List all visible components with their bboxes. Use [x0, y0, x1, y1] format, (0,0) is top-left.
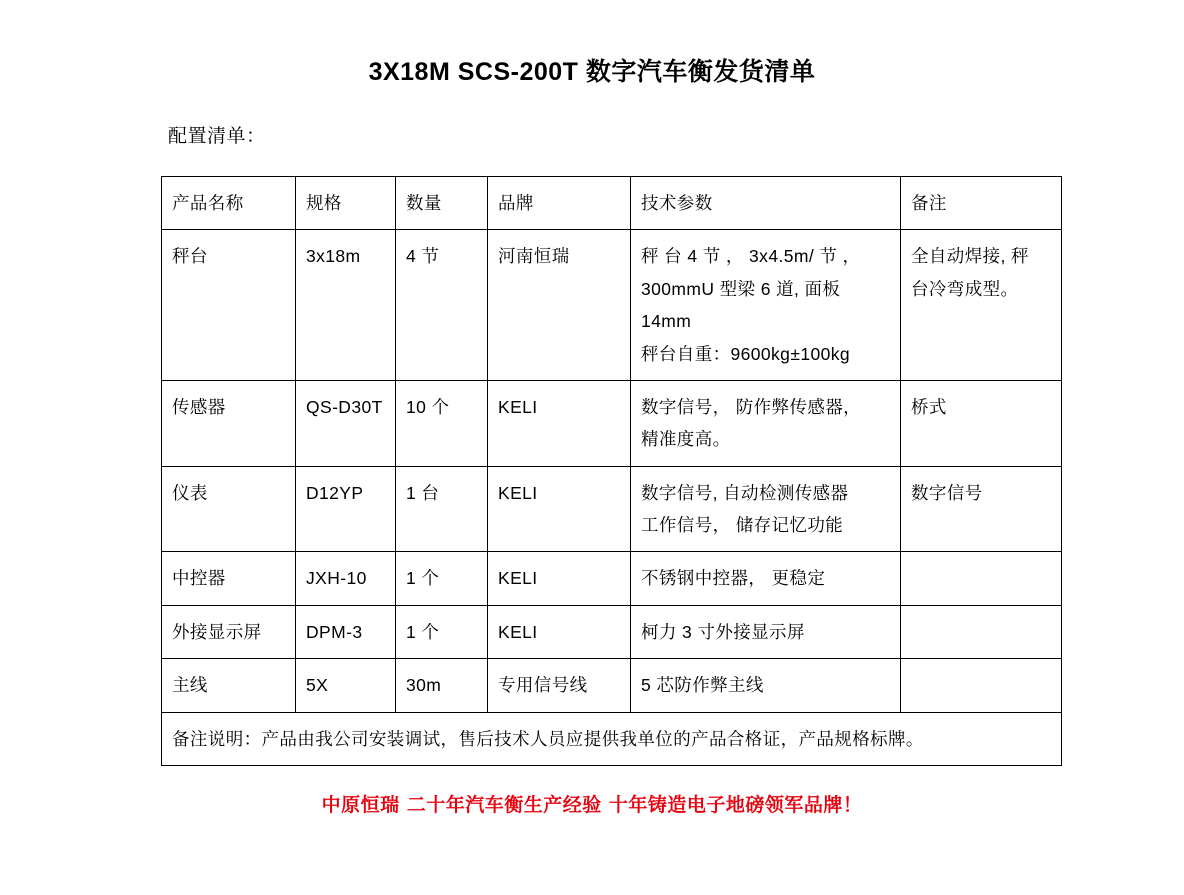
cell-remark [901, 552, 1062, 605]
note-text: 备注说明：产品由我公司安装调试，售后技术人员应提供我单位的产品合格证，产品规格标牌。 [162, 712, 1062, 765]
cell-spec: DPM-3 [296, 605, 396, 658]
cell-brand: 专用信号线 [488, 659, 631, 712]
cell-spec: JXH-10 [296, 552, 396, 605]
table-header-row [162, 177, 1062, 230]
column-header-qty: 数量 [396, 177, 488, 230]
table-row [162, 466, 1062, 552]
cell-spec: QS-D30T [296, 380, 396, 466]
cell-qty: 4 节 [396, 230, 488, 381]
cell-name: 仪表 [162, 466, 296, 552]
params-line: 秤 台 4 节 ， 3x4.5m/ 节 ， [641, 246, 861, 267]
params-line: 数字信号， 防作弊传感器， [641, 396, 862, 417]
cell-spec: 3x18m [296, 230, 396, 381]
cell-params [631, 659, 901, 712]
table-row [162, 659, 1062, 712]
table-row [162, 380, 1062, 466]
page-title: 3X18M SCS-200T 数字汽车衡发货清单 [368, 58, 816, 86]
cell-spec: D12YP [296, 466, 396, 552]
cell-name: 外接显示屏 [162, 605, 296, 658]
cell-params [631, 605, 901, 658]
cell-qty: 1 个 [396, 605, 488, 658]
cell-spec: 5X [296, 659, 396, 712]
column-header-params: 技术参数 [631, 177, 901, 230]
params-line: 秤台自重：9600kg±100kg [641, 343, 850, 364]
params-line: 数字信号, 自动检测传感器 [641, 482, 849, 503]
footer-slogan: 中原恒瑞 二十年汽车衡生产经验 十年铸造电子地磅领军品牌！ [321, 793, 863, 816]
cell-remark [901, 230, 1062, 381]
subtitle-label: 配置清单： [168, 126, 266, 147]
column-header-spec: 规格 [296, 177, 396, 230]
cell-brand: KELI [488, 605, 631, 658]
remark-line: 数字信号 [911, 482, 983, 503]
params-line: 工作信号， 储存记忆功能 [641, 515, 844, 535]
spec-table [161, 176, 1062, 766]
table-row [162, 552, 1062, 605]
cell-params [631, 230, 901, 381]
cell-qty: 1 台 [396, 466, 488, 552]
remark-line: 全自动焊接, 秤 [911, 246, 1029, 267]
params-line: 不锈钢中控器， 更稳定 [641, 568, 826, 589]
cell-params [631, 552, 901, 605]
cell-name: 秤台 [162, 230, 296, 381]
column-header-brand: 品牌 [488, 177, 631, 230]
cell-name: 主线 [162, 659, 296, 712]
params-line: 柯力 3 寸外接显示屏 [641, 621, 805, 642]
cell-remark [901, 380, 1062, 466]
table-row [162, 605, 1062, 658]
cell-qty: 1 个 [396, 552, 488, 605]
cell-brand: 河南恒瑞 [488, 230, 631, 381]
remark-line: 台冷弯成型。 [911, 278, 1019, 299]
cell-brand: KELI [488, 380, 631, 466]
remark-line: 桥式 [911, 396, 947, 417]
cell-remark [901, 466, 1062, 552]
cell-params [631, 466, 901, 552]
table-row [162, 230, 1062, 381]
cell-brand: KELI [488, 466, 631, 552]
cell-remark [901, 659, 1062, 712]
cell-brand: KELI [488, 552, 631, 605]
params-line: 精准度高。 [641, 429, 731, 450]
table-note-row [162, 712, 1062, 765]
column-header-remark: 备注 [901, 177, 1062, 230]
cell-qty: 10 个 [396, 380, 488, 466]
cell-remark [901, 605, 1062, 658]
params-line: 5 芯防作弊主线 [641, 675, 764, 696]
column-header-name: 产品名称 [162, 177, 296, 230]
cell-params [631, 380, 901, 466]
cell-name: 传感器 [162, 380, 296, 466]
params-line: 300mmU 型梁 6 道, 面板 14mm [641, 278, 841, 332]
cell-name: 中控器 [162, 552, 296, 605]
document-page [0, 52, 1184, 895]
cell-qty: 30m [396, 659, 488, 712]
